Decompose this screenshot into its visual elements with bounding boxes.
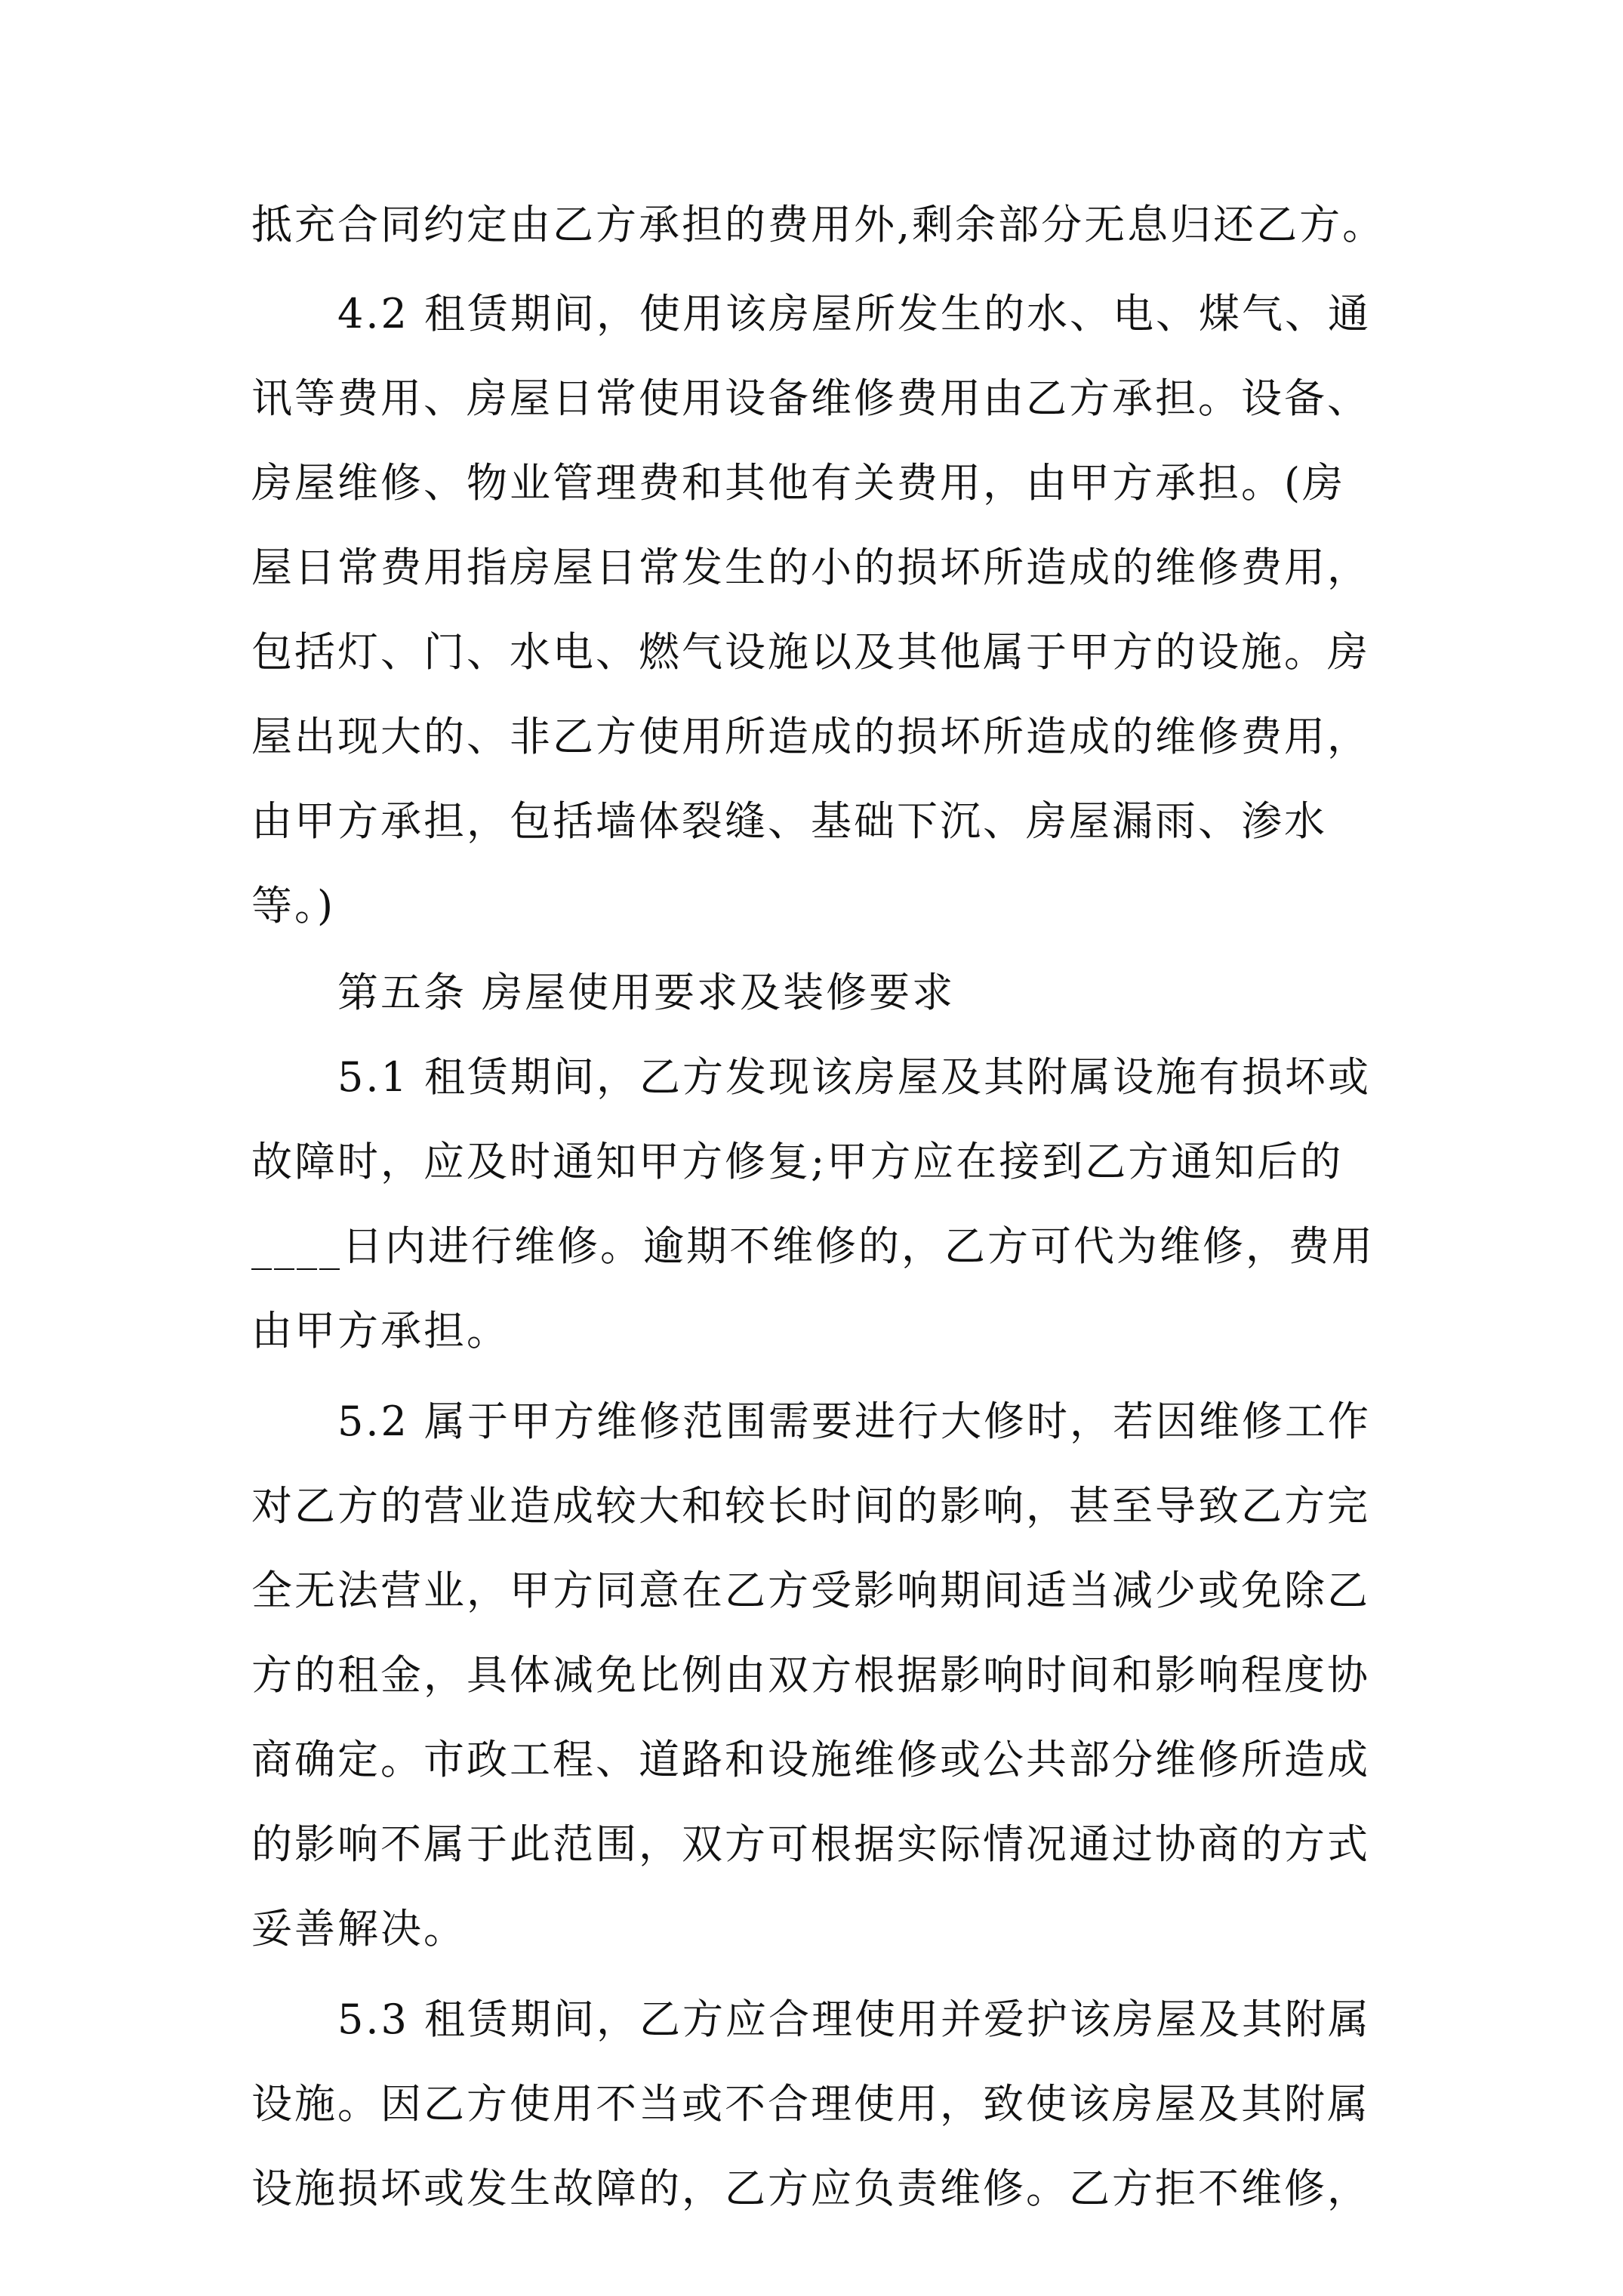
text-line: 屋出现大的、非乙方使用所造成的损坏所造成的维修费用， xyxy=(251,713,1370,760)
text-line: ____日内进行维修。逾期不维修的，乙方可代为维修，费用 xyxy=(251,1222,1375,1270)
text-line: 的影响不属于此范围，双方可根据实际情况通过协商的方式 xyxy=(251,1820,1370,1868)
text-line: 抵充合同约定由乙方承担的费用外,剩余部分无息归还乙方。 xyxy=(251,201,1386,248)
text-line: 方的租金，具体减免比例由双方根据影响时间和影响程度协 xyxy=(251,1651,1370,1699)
text-line: 设施。因乙方使用不当或不合理使用，致使该房屋及其附属 xyxy=(251,2080,1370,2128)
text-line: 5.1 租赁期间，乙方发现该房屋及其附属设施有损坏或 xyxy=(337,1053,1372,1101)
text-line: 对乙方的营业造成较大和较长时间的影响，甚至导致乙方完 xyxy=(251,1482,1370,1530)
text-line: 包括灯、门、水电、燃气设施以及其他属于甲方的设施。房 xyxy=(251,628,1370,676)
text-line: 讯等费用、房屋日常使用设备维修费用由乙方承担。设备、 xyxy=(251,374,1370,422)
text-line: 5.3 租赁期间，乙方应合理使用并爱护该房屋及其附属 xyxy=(337,1996,1372,2043)
text-line: 全无法营业，甲方同意在乙方受影响期间适当减少或免除乙 xyxy=(251,1567,1370,1614)
text-line: 4.2 租赁期间，使用该房屋所发生的水、电、煤气、通 xyxy=(337,290,1372,337)
text-line: 等。) xyxy=(251,882,336,929)
text-line: 妥善解决。 xyxy=(251,1905,467,1952)
text-line: 故障时，应及时通知甲方修复;甲方应在接到乙方通知后的 xyxy=(251,1138,1344,1185)
text-line: 设施损坏或发生故障的，乙方应负责维修。乙方拒不维修， xyxy=(251,2165,1370,2212)
section-heading: 第五条 房屋使用要求及装修要求 xyxy=(337,969,956,1016)
text-line: 由甲方承担。 xyxy=(251,1307,510,1354)
text-line: 5.2 属于甲方维修范围需要进行大修时，若因维修工作 xyxy=(337,1398,1372,1445)
text-line: 房屋维修、物业管理费和其他有关费用，由甲方承担。(房 xyxy=(251,459,1346,507)
text-line: 屋日常费用指房屋日常发生的小的损坏所造成的维修费用， xyxy=(251,544,1370,591)
text-line: 商确定。市政工程、道路和设施维修或公共部分维修所造成 xyxy=(251,1736,1370,1783)
text-line: 由甲方承担，包括墙体裂缝、基础下沉、房屋漏雨、渗水 xyxy=(251,797,1327,845)
